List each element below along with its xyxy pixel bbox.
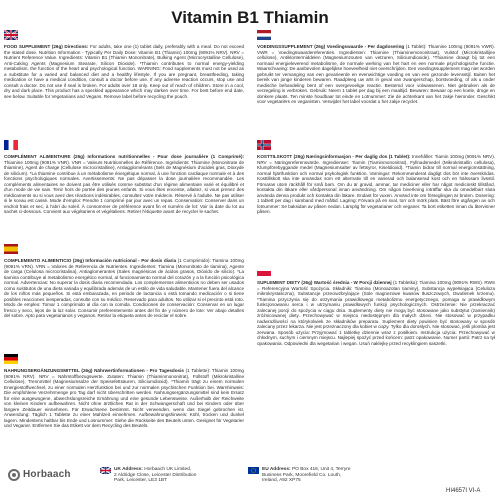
netherlands-flag-icon: [257, 30, 271, 40]
section-heading: KOSTTILSKOTT (26g) Næringsinformasjon - Per daglig dos (1 Tablet):: [257, 154, 411, 159]
section-heading: FOOD SUPPLEMENT (26g) Directions:: [4, 44, 89, 49]
section-fr: [4, 140, 244, 215]
section-heading: SUPLEMENT DIETY (26g) Wartość średnia - W Porcji dziennej: [257, 280, 392, 285]
brand-name: Horbaach: [23, 469, 71, 480]
uk-address-line: Park, Leicester, LE3 1BT: [114, 478, 168, 484]
eu-address: [262, 467, 351, 484]
uk-address-label: UK Address:: [114, 467, 143, 472]
spain-flag-icon: [4, 244, 18, 254]
eu-address-line: PO Box 416, Unit 4, Terryre: [291, 467, 351, 472]
section-en: [4, 30, 244, 99]
norway-flag-icon: [257, 140, 271, 150]
label-footer: [0, 462, 500, 500]
uk-address-line: 2 Aldridge Close, Leicester Distribution: [114, 472, 197, 478]
section-text: (1 Tablet): Thiamine 100mg (9091% VWR). VWR = Voedingswaardereferenties. Ingrediënten: Thiamine (Thiaminemononitraat), Vulstof (Microkristallijne cellulose), Antiklontermiddelen (Magnesiumzouten van vetzuren, Siliciumdioxide). *Thiamine draagt bij tot een normaal energieleverend metabolisme, de normale werking van het hart en een normale psychologische functie. Waarschuwing: De aanbevolen dagelijkse hoeveelheid niet overschrijden. Een voedingssupplement mag niet worden gebruikt ter vervanging van een gevarieerde en evenwichtige voeding en van een gezonde levensstijl. Buiten het bereik van jonge kinderen bewaren. Raadpleeg uw arts in geval van zwangerschap, borstvoeding, of als u onder medische behandeling bent of een overgevoelige reactie. Bestemd voor volwassenen. Niet gebruiken als de verzegeling is verbroken. Gebruik: Neem 1 tablet per dag bij een maaltijd. Bewaren: Bewaar op een koele, droge en donkere plaats. Ten minste houdbaar tot einde en Lotnummer: Zie de achterkant van het zakje hieronder. Geschikt voor vegetariërs en veganisten. Verwijder het label voordat u het zakje recyclet.: [257, 44, 495, 105]
section-text: (1 Comprimido): Tiamina 100mg (9091% VRN). VRN = Valores de Referencia de Nutrientes. Ingredientes: Tiamina (Mononitrato de tiamina), Agente de carga (Celulosa microcristalina), Antiaglomerantes (Sales magnésicas de ácidos grasos, Dióxido de silicio). *La tiamina contribuye al metabolismo energético normal, al funcionamiento normal del corazón y a la función psicológica normal. Advertencias: No superar la dosis diaria recomendada. Los complementos alimenticios no deben ser usados como sustitutos de una dieta variada y equilibrada además de un estilo de vida saludable. Mantener fuera del alcance de los niños más pequeños. Si está embarazada, en periodo de lactancia o está tomando medicación o si tiene posibles reacciones inesperadas, consulte con su médico. Reservado para adultos. No utilizar si el precinto está roto. Modo de empleo: Tomar 1 comprimido al día con la comida. Condiciones de conservación: Conservar en un lugar fresco y seco, lejos de la luz solar. Consumir preferentemente antes del fin de y número de lote: Ver abajo detalles del sobre. Apto para vegetarianos y veganos. Retirar la etiqueta antes de reciclar el sobre.: [4, 258, 244, 319]
section-text: For adults, take one (1) tablet daily, preferably with a meal. Do not exceed the stated dose. Nutrition Information - Typically Per Daily Dose: Vitamin B1 (Thiamin) 100mg (9091% NRV). NRV = Nutrient Reference Value. Ingredients: Vitamin B1 (Thiamin Mononitrate), Bulking Agent (Microcrystalline Cellulose), Anti-Caking Agents (Magnesium Stearate, Silicon Dioxide). *Thiamin contributes to normal energy-yielding metabolism, the function of the heart and psychological function. WARNING: Food supplements must not be used as a substitute for a varied and balanced diet and a healthy lifestyle. If you are pregnant, breastfeeding, taking medication or have a medical condition, consult a doctor before use. If any adverse reaction occurs, stop use and consult a doctor. Do not use if seal is broken. For adults over 18 only. Keep out of reach of children. Store in a cool, dry and dark place. This product has a speckled appearance which may darken over time. For best before end date, see below. Suitable for Vegetarians and Vegans. Remove label before recycling the pouch.: [4, 44, 245, 99]
product-title: Vitamin B1 Thiamin: [171, 8, 329, 27]
poland-flag-icon: [257, 266, 271, 276]
uk-address-line: Horbaach UK Limited,: [144, 467, 192, 472]
section-heading: COMPLEMENTO ALIMENTICIO (26g) Información nutricional - Por dosis diaria: [4, 258, 177, 263]
brand-logo: [8, 468, 74, 482]
eu-address-line: Business Park, Moorefield Co. Louth,: [262, 472, 342, 478]
section-nl: [257, 30, 495, 105]
uk-address: [114, 467, 196, 484]
section-text: Innehåller: Tiamin 100mg (9091% NRV). NRV = Näringsreferensvärde. Ingredienser: Tiamin (Tiaminmononitrat), Fyllnadsmedel (Mikrokristallin cellulosa), Klumpförebyggande medel (Magnesiumsalter av fettsyror, Kiseldioxid). *Tiamin bidrar till normal energiomsättning, normal hjärtfunktion och normal psykologisk funktion. Varningar: Rekommenderat dagligt dos bör inte överskridas. Kosttillskott ska inte användas som ett alternativ till en varierad och balanserad kost och en hälsosam livsstil. Förvaras utom räckhåll för små barn. Om du är gravid, ammar, tar mediciner eller har något medicinskt tillstånd, kontakta din läkare eller vårdpersonal innan användning. Om någon biverkning inträffar ska du omedelbart sluta använda denna produkt och kontakta din läkare. Endast för vuxen. Använd inte om förseglingen är bruten. Dosering: 1 tablett per dag i samband med måltid. Lagring: Förvara på en sval, torr och mörk plats. Bäst före utgången av och lotnummer: Se baksidan av påsen nedan. Lämplig för vegetarianer och veganer. Ta bort etiketten innan du återvinner påsen.: [257, 154, 495, 215]
brand-mark-icon: [8, 469, 20, 481]
section-es: [4, 244, 244, 319]
section-pl: [257, 266, 495, 347]
eu-flag-icon: [248, 467, 259, 474]
uk-flag-icon: [4, 30, 18, 40]
section-de: [4, 354, 244, 429]
section-text: (1 Tablette): Thiamin 100mg (9091% NRV). NRV = Nährstoffbezugswerte. Zutaten: Thiamin (Thiaminmononitrat), Füllstoff (Mikrokristalline Cellulose), Trennmittel (Magnesiumsalze der Speisefettsäuren, Siliciumdioxid). *Thiamin trägt zu einem normalen Energiestoffwechsel, zu einer normalen Herzfunktion bei und zur normalen psychischen Funktion bei. Warnhinweis: Die empfohlene Verzehrmenge pro Tag darf nicht überschritten werden. Nahrungsergänzungsmittel sind kein Ersatz für eine ausgewogene, abwechslungsreiche Ernährung und eine gesunde Lebensweise. Außerhalb der Reichweite von kleinen Kindern aufbewahren. Nicht ohne ärztlichen Rat in der Schwangerschaft und bei Kindern oder über längere Zeitdauer einnehmen. Für Erwachsene bestimmt. Nicht verwenden, wenn das Siegel gebrochen ist. Anwendung: Täglich 1 Tablette zu einer Mahlzeit einnehmen. Aufbewahrungshinweis: Kühl, trocken und dunkel lagern. Mindestens haltbar bis Ende und Losnummer: Siehe die Rückseite des Beutels unten. Geeignet für Vegetarier und Veganer. Entfernen Sie das Etikett vor dem Recycling des Beutels.: [4, 368, 244, 429]
france-flag-icon: [4, 140, 18, 150]
product-code: HI4657I VI-A: [446, 488, 481, 494]
section-heading: VOEDINGSSUPPLEMENT (26g) Voedingswaarde - Per dagdosering: [257, 44, 405, 49]
section-heading: NAHRUNGSERGÄNZUNGSMITTEL (26g) Nährwertinformationen - Pro Tagesdosis: [4, 368, 184, 373]
section-heading: COMPLÉMENT ALIMENTAIRE (26g) Informations nutritionnelles - Pour dose journalière (1 Comprimé):: [4, 154, 244, 159]
uk-flag-small-icon: [100, 467, 111, 474]
section-text: (1 Tabletka): Tiamina 100mg (9091% RWS). RWS = Referencyjna Wartość Spożycia. Składniki: Tiamina (Monoazotan tiaminy), Substancja wypełniająca (Celuloza mikrokrystaliczna), Substancje przeciwzbrylające (Sole magnezowe kwasów tłuszczowych, Dwutlenek krzemu). *Tiamina przyczynia się do utrzymania prawidłowego metabolizmu energetycznego, pomaga w prawidłowym funkcjonowaniu serca i w utrzymaniu prawidłowych funkcji psychologicznych. Ostrzeżenie: Nie przekraczać zalecanej porcji do spożycia w ciągu dnia. Suplementy diety nie mogą być stosowane jako substytut (zamiennik) zróżnicowanej diety. Przechowywać w miejscu niedostępnym dla małych dzieci. Nie stosować w przypadku nadwrażliwości na którykolwiek ze składników preparatu. Suplement diety powinien być stosowany w sposób zalecany przez lekarza. Nie jest przeznaczony dla kobiet w ciąży. Tylko dla dorosłych. Nie stosować, jeśli plomba jest zerwana. Sposób użycia: Przyjmować 1 tabletkę dziennie wraz z posiłkiem. Instrukcja użycia: Przechowywać w chłodnym, suchym i ciemnym miejscu. Najlepiej spożyć przed końcem: patrz opakowanie. Numer partii: Patrz na tył opakowania. Odpowiedni dla wegetarian i wegan. Usuń naklejkę przed recyklingiem saszetki.: [257, 280, 495, 347]
section-no: [257, 140, 495, 215]
eu-address-label: EU Address:: [262, 467, 291, 472]
germany-flag-icon: [4, 354, 18, 364]
eu-address-line: Ireland, A92 XP75: [262, 478, 301, 484]
section-text: Thiamine 100mg (9091% VNR). VNR = Valeurs Nutritionnelles de Référence. Ingrédients: Thiamine (Mononitrate de thiamine), Agent de charge (Cellulose microcristalline), Antiagglomérants (Sels de Magnésium d'acides gras, Dioxyde de silicium). *La thiamine contribue à un métabolisme énergétique normal, à une fonction cardiaque normale et à des fonctions psychologiques normales. Avertissements: Ne pas dépasser la dose journalière recommandée. Les compléments alimentaires ne doivent pas être utilisés comme substitut d'un régime alimentaire varié et équilibré et d'un mode de vie sain. Tenir hors de portée des jeunes enfants. Si vous êtes enceinte, allaitez, si vous prenez des médicaments ou si vous avez des réactions indésirables, consultez votre médecin. Réservé à l'adulte. Ne pas utiliser si le sceau est cassé. Mode d'emploi: Prendre 1 comprimé par jour avec un repas. Conservation: Conserver dans un endroit frais et sec, à l'abri du soleil. À consommer de préférence avant fin et numéro de lot: Voir la date du lot au sachet ci-dessous. Convient aux végétariens et végétaliens. Retirer l'étiquette avant de recycler le sachet.: [4, 159, 244, 215]
